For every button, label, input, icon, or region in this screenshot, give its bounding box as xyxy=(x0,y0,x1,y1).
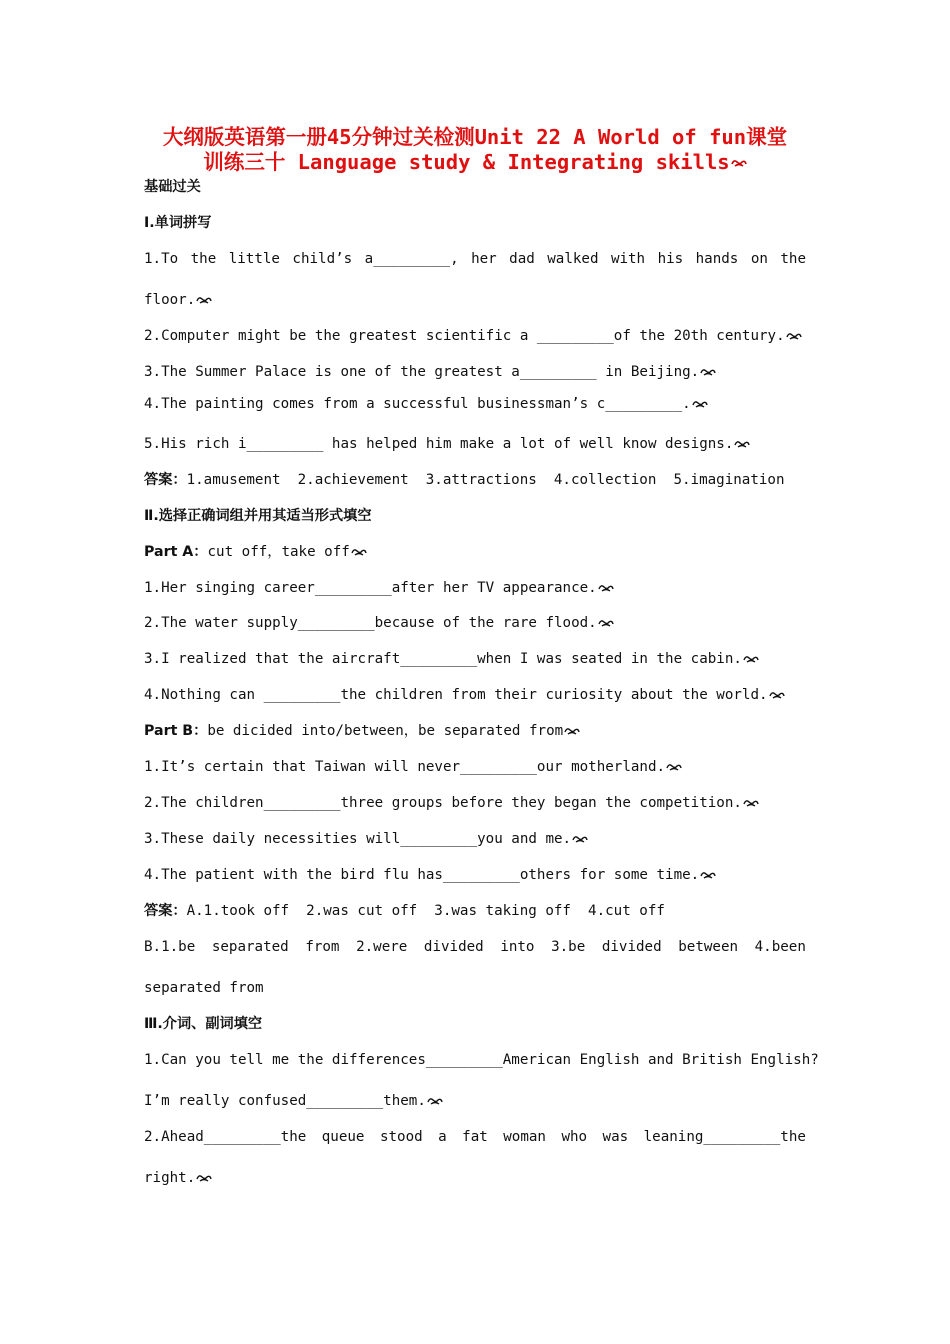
partB-words: be dicided into/between，be separated from xyxy=(207,723,564,739)
document-title-line2 xyxy=(100,149,850,175)
part1-q1-line2: floor. xyxy=(144,291,212,309)
title-line2-text: 训练三十 Language study & Integrating skills xyxy=(203,150,730,174)
part2-a4: 4.Nothing can _________the children from their curiosity about the world. xyxy=(144,686,785,704)
part1-q2: 2.Computer might be the greatest scientific a _________of the 20th century. xyxy=(144,327,802,345)
part2-answer-b-line1: B.1.be separated from 2.were divided into 3.be divided between 4.been xyxy=(144,939,806,955)
scribble-mark-icon xyxy=(692,399,708,409)
part2-heading: Ⅱ.选择正确词组并用其适当形式填空 xyxy=(144,508,372,524)
part2-partB-header xyxy=(144,722,580,740)
scribble-mark-icon xyxy=(786,331,802,341)
part2-a3: 3.I realized that the aircraft_________when I was seated in the cabin. xyxy=(144,650,759,668)
answer-a-text: A.1.took off 2.was cut off 3.was taking off 4.cut off xyxy=(186,903,665,919)
part3-q1-line1: 1.Can you tell me the differences_________American English and British English? xyxy=(144,1052,819,1068)
part1-q5: 5.His rich i_________ has helped him make a lot of well know designs. xyxy=(144,435,750,453)
part2-answer-a xyxy=(144,902,665,920)
scribble-mark-icon xyxy=(743,654,759,664)
part1-answer xyxy=(144,471,785,489)
part2-b2: 2.The children_________three groups before they began the competition. xyxy=(144,794,759,812)
scribble-mark-icon xyxy=(666,762,682,772)
part3-q2-line2: right. xyxy=(144,1169,212,1187)
answer-label: 答案： xyxy=(144,472,187,488)
part2-answer-b-line2: separated from xyxy=(144,980,264,996)
section-heading: 基础过关 xyxy=(144,179,201,195)
part1-heading: Ⅰ.单词拼写 xyxy=(144,215,212,231)
scribble-mark-icon xyxy=(427,1096,443,1106)
scribble-mark-icon xyxy=(700,870,716,880)
scribble-mark-icon xyxy=(196,295,212,305)
part1-q1-line1: 1.To the little child’s a_________, her dad walked with his hands on the xyxy=(144,251,806,267)
scribble-mark-icon xyxy=(564,726,580,736)
scribble-mark-icon xyxy=(734,439,750,449)
scribble-mark-icon xyxy=(196,1173,212,1183)
answer-text: 1.amusement 2.achievement 3.attractions 4.collection 5.imagination xyxy=(186,472,785,488)
scribble-mark-icon xyxy=(700,367,716,377)
part2-b4: 4.The patient with the bird flu has_________others for some time. xyxy=(144,866,716,884)
document-title-line1: 大纲版英语第一册45分钟过关检测Unit 22 A World of fun课堂 xyxy=(162,125,788,149)
part3-q1-line2: I’m really confused_________them. xyxy=(144,1092,443,1110)
part2-a2: 2.The water supply_________because of the rare flood. xyxy=(144,614,614,632)
part2-a1: 1.Her singing career_________after her TV appearance. xyxy=(144,579,614,597)
answer-label: 答案： xyxy=(144,903,187,919)
part3-heading: Ⅲ.介词、副词填空 xyxy=(144,1016,263,1032)
part2-b1: 1.It’s certain that Taiwan will never_________our motherland. xyxy=(144,758,682,776)
scribble-mark-icon xyxy=(731,158,747,168)
part3-q2-line1: 2.Ahead_________the queue stood a fat woman who was leaning_________the xyxy=(144,1129,806,1145)
part1-q3: 3.The Summer Palace is one of the greatest a_________ in Beijing. xyxy=(144,363,716,381)
partA-label: Part A： xyxy=(144,544,208,560)
scribble-mark-icon xyxy=(598,618,614,628)
scribble-mark-icon xyxy=(351,547,367,557)
scribble-mark-icon xyxy=(572,834,588,844)
scribble-mark-icon xyxy=(769,690,785,700)
partB-label: Part B： xyxy=(144,723,208,739)
part2-b3: 3.These daily necessities will_________you and me. xyxy=(144,830,588,848)
part2-partA-header xyxy=(144,543,367,561)
partA-words: cut off，take off xyxy=(207,544,350,560)
scribble-mark-icon xyxy=(743,798,759,808)
scribble-mark-icon xyxy=(598,583,614,593)
part1-q4: 4.The painting comes from a successful businessman’s c_________. xyxy=(144,395,708,413)
